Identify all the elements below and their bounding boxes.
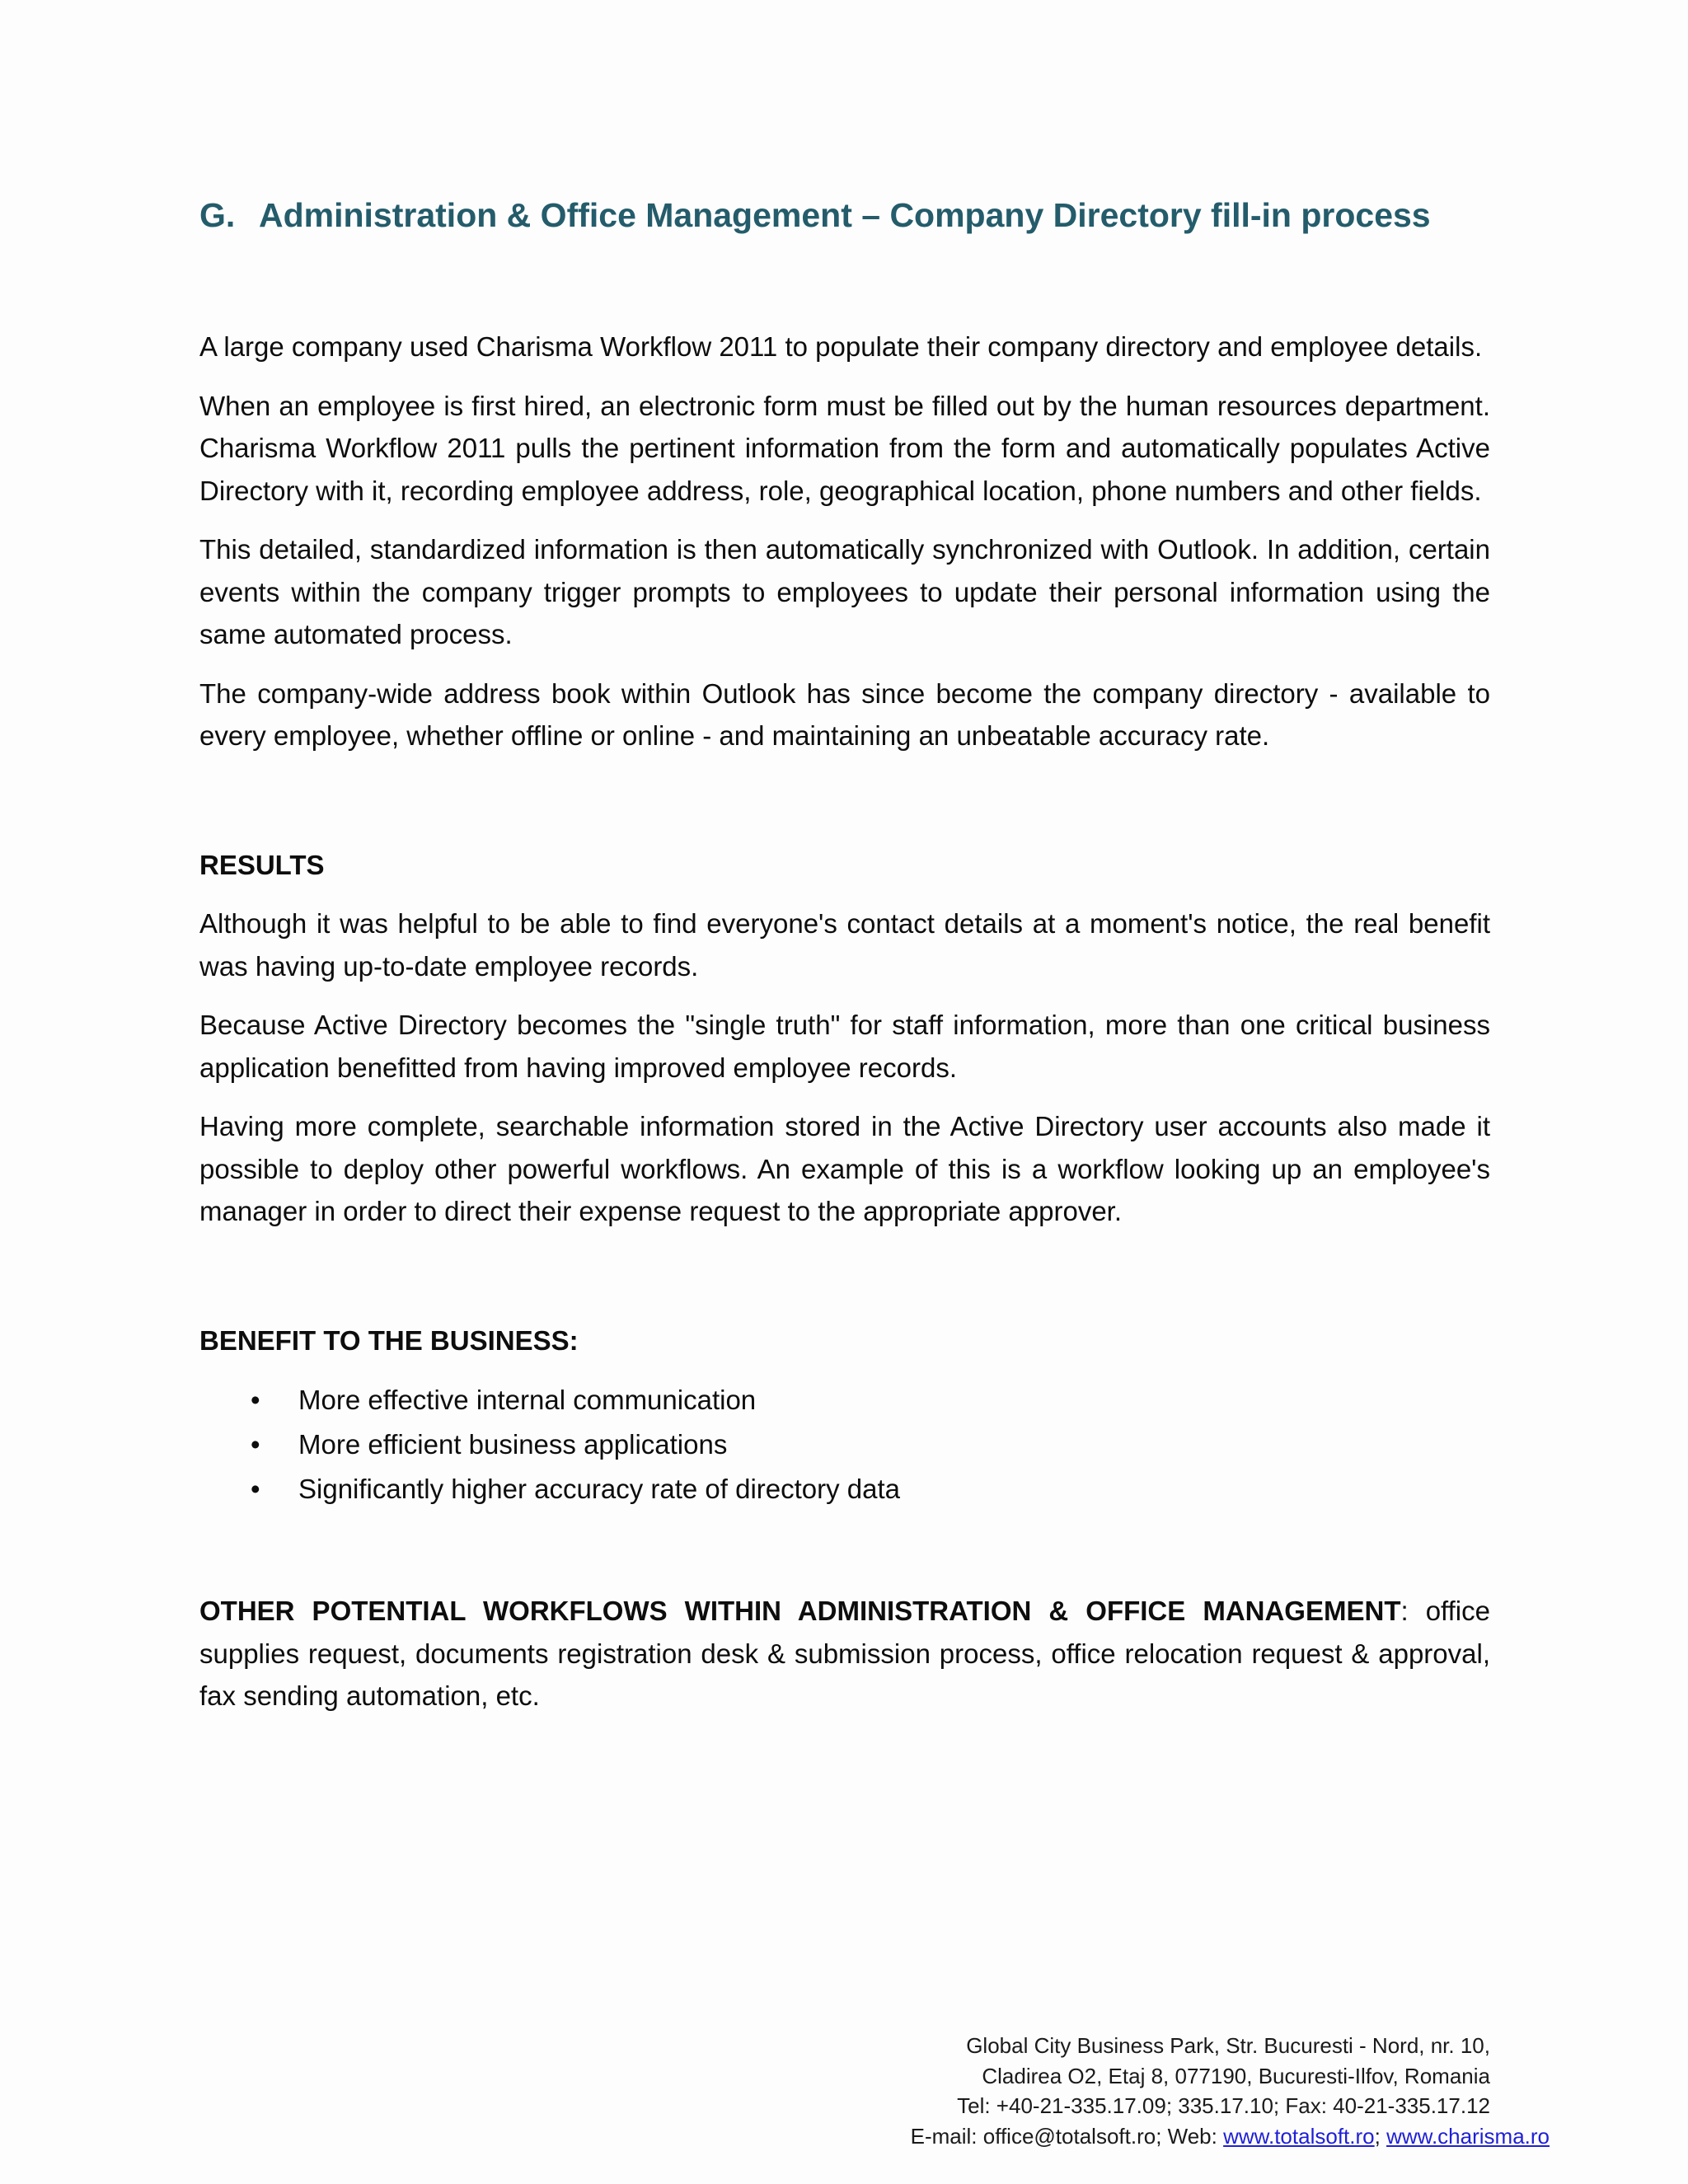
intro-paragraph: The company-wide address book within Outlook has since become the company directory - available to every employee, whether offline or online - and maintaining an unbeatable accuracy rate. xyxy=(199,677,1490,751)
results-paragraph: Having more complete, searchable information stored in the Active Directory user accounts also made it possible to deploy other powerful workflows. An example of this is a workflow looking up an employee's manager in order to direct their expense request to the appropriate approver. xyxy=(199,1111,1490,1226)
footer-address-line: Cladirea O2, Etaj 8, 077190, Bucuresti-Ilfov, Romania xyxy=(982,2063,1490,2088)
totalsoft-link[interactable]: www.totalsoft.ro xyxy=(1223,2123,1375,2149)
bullet-icon: • xyxy=(251,1429,260,1460)
charisma-link[interactable]: www.charisma.ro xyxy=(1386,2123,1550,2149)
footer-address-line: Global City Business Park, Str. Bucuresti - Nord, nr. 10, xyxy=(966,2033,1490,2058)
section-letter: G. xyxy=(199,196,236,234)
footer-email: E-mail: office@totalsoft.ro; Web: xyxy=(910,2123,1224,2149)
results-paragraph: Because Active Directory becomes the "single truth" for staff information, more than one critical business application benefitted from having improved employee records. xyxy=(199,1010,1490,1083)
benefit-item-text: Significantly higher accuracy rate of directory data xyxy=(298,1474,901,1504)
bullet-icon: • xyxy=(251,1385,260,1415)
benefit-item-text: More efficient business applications xyxy=(298,1429,728,1460)
spacer xyxy=(199,1249,1490,1319)
spacer xyxy=(199,774,1490,844)
link-separator: ; xyxy=(1374,2123,1387,2149)
benefit-item xyxy=(199,1467,1490,1511)
intro-paragraph: This detailed, standardized information is then automatically synchronized with Outlook. In addition, certain events within the company trigger prompts to employees to update their personal information using the same automated process. xyxy=(199,534,1490,649)
benefit-item xyxy=(199,1422,1490,1467)
intro-paragraph: A large company used Charisma Workflow 2011 to populate their company directory and employee details. xyxy=(199,331,1483,362)
page-footer xyxy=(910,2031,1550,2151)
section-title: Administration & Office Management – Company Directory fill-in process xyxy=(259,196,1431,234)
footer-phone-line: Tel: +40-21-335.17.09; 335.17.10; Fax: 40-21-335.17.12 xyxy=(957,2093,1490,2118)
footer-contact-line xyxy=(911,2121,1550,2152)
document-body xyxy=(199,196,1490,1734)
benefit-item-text: More effective internal communication xyxy=(298,1385,757,1415)
other-workflows-paragraph xyxy=(199,1590,1490,1718)
benefit-item xyxy=(199,1378,1490,1422)
section-heading xyxy=(199,196,1490,235)
other-workflows-title: OTHER POTENTIAL WORKFLOWS WITHIN ADMINISTRATION & OFFICE MANAGEMENT xyxy=(199,1596,1401,1626)
bullet-icon: • xyxy=(251,1474,260,1504)
intro-paragraph: When an employee is first hired, an electronic form must be filled out by the human resources department. Charisma Workflow 2011 pulls the pertinent information from the form and automatically populates Active Directory with it, recording employee address, role, geographical location, phone numbers and other fields. xyxy=(199,390,1490,506)
other-workflows-text: : office supplies request, documents registration desk & submission process, office relocation request & approval, fax sending automation, etc. xyxy=(199,1596,1490,1711)
benefit-title: BENEFIT TO THE BUSINESS: xyxy=(199,1324,579,1356)
results-paragraph: Although it was helpful to be able to find everyone's contact details at a moment's notice, the real benefit was having up-to-date employee records. xyxy=(199,908,1490,982)
results-title: RESULTS xyxy=(199,849,325,880)
spacer xyxy=(199,1511,1490,1590)
benefit-list xyxy=(199,1378,1490,1511)
